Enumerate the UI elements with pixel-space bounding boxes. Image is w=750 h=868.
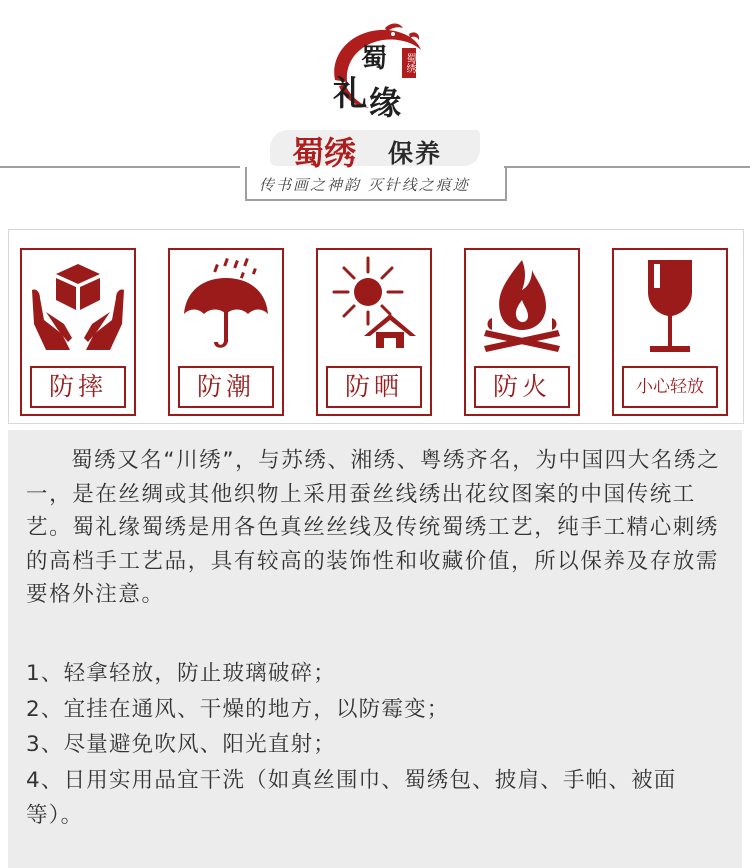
care-label: 防潮 — [178, 366, 274, 408]
care-card-fragile — [612, 248, 728, 416]
divider-left — [0, 166, 240, 168]
list-item: 2、宜挂在通风、干燥的地方，以防霉变； — [26, 696, 450, 722]
care-icons-panel — [8, 229, 744, 424]
logo-char-2: 礼 — [333, 74, 367, 114]
section-title-dark: 保养 — [388, 139, 443, 168]
description-text — [26, 444, 730, 612]
description-panel — [8, 430, 742, 868]
wine-glass-icon — [614, 250, 726, 360]
divider-right — [504, 166, 750, 168]
care-label: 防火 — [474, 366, 570, 408]
description-body: 蜀绣又名“川绣”，与苏绣、湘绣、粤绣齐名，为中国四大名绣之一，是在丝绸或其他织物上采用蚕丝线绣出花纹图案的中国传统工艺。蜀礼缘蜀绣是用各色真丝丝线及传统蜀绣工艺，纯手工精心刺绣的高档手工艺品，具有较高的装饰性和收藏价值，所以保养及存放需要格外注意。 — [26, 448, 721, 607]
care-label: 防晒 — [326, 366, 422, 408]
fire-icon — [466, 250, 578, 360]
care-label: 防摔 — [30, 366, 126, 408]
page-header — [0, 0, 750, 230]
list-item: 4、日用实用品宜干洗（如真丝围巾、蜀绣包、披肩、手帕、被面等）。 — [26, 767, 677, 828]
care-label: 小心轻放 — [622, 366, 718, 408]
care-card-sun — [316, 248, 432, 416]
care-tips-list — [26, 656, 730, 834]
logo-char-1: 蜀 — [361, 44, 388, 74]
brand-logo — [325, 20, 425, 122]
list-item: 3、尽量避免吹风、阳光直射； — [26, 732, 336, 757]
care-card-drop — [20, 248, 136, 416]
logo-char-3: 缘 — [369, 84, 402, 122]
section-subtitle: 传书画之神韵 灭针线之痕迹 — [259, 176, 470, 194]
care-card-fire — [464, 248, 580, 416]
sun-house-icon — [318, 250, 430, 360]
section-title-red: 蜀绣 — [292, 134, 357, 172]
hands-box-icon — [22, 250, 134, 360]
umbrella-rain-icon — [170, 250, 282, 360]
list-item: 1、轻拿轻放，防止玻璃破碎； — [26, 661, 336, 686]
care-card-moisture — [168, 248, 284, 416]
logo-seal: 蜀绣 — [402, 48, 416, 78]
